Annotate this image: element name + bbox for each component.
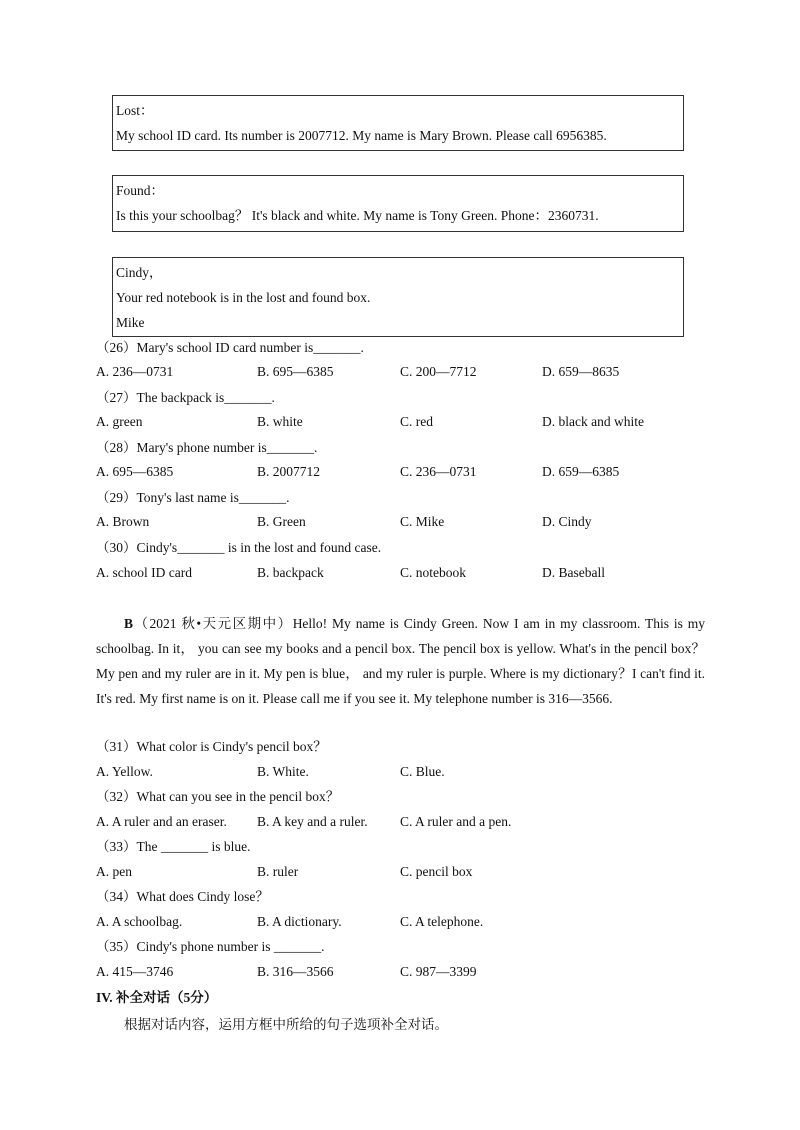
notice-found-title: Found：: [116, 183, 165, 198]
option-b: B. white: [257, 414, 303, 429]
notice-note-signature: Mike: [116, 315, 145, 330]
option-b: B. backpack: [257, 565, 324, 580]
question-34: （34）What does Cindy lose？: [96, 889, 269, 904]
option-b: B. Green: [257, 514, 306, 529]
option-d: D. 659—6385: [542, 464, 620, 479]
passage-text: Hello! My name is Cindy Green. Now I am in my classroom. This is my schoolbag. In it， you can see my books and a pencil box. The pencil box is yellow. What's in the pencil box？My pen and my ruler are in it. My pen is blue， and my ruler is purple. Where is my dictionary？I can't find it. It's red. My first name is on it. Please call me if you see it. My telephone number is 316—3566.: [96, 616, 705, 706]
notice-found-body: Is this your schoolbag？ It's black and white. My name is Tony Green. Phone：2360731.: [116, 208, 599, 223]
option-a: A. school ID card: [96, 565, 192, 580]
question-29: （29）Tony's last name is_______.: [96, 490, 290, 505]
notice-lost-title: Lost：: [116, 103, 154, 118]
notice-note-body: Your red notebook is in the lost and found box.: [116, 290, 371, 305]
option-a: A. green: [96, 414, 143, 429]
question-34-options: [96, 912, 736, 932]
question-31-options: [96, 762, 736, 782]
option-c: C. notebook: [400, 565, 466, 580]
question-33-options: [96, 862, 736, 882]
option-d: D. Baseball: [542, 565, 605, 580]
option-a: A. pen: [96, 864, 132, 879]
notice-lost-box: [112, 95, 684, 151]
option-c: C. 236—0731: [400, 464, 477, 479]
question-30-options: [96, 563, 736, 583]
section-iv-heading: IV. 补全对话（5分）: [96, 990, 218, 1005]
option-c: C. pencil box: [400, 864, 473, 879]
question-26-options: [96, 362, 736, 382]
question-26: （26）Mary's school ID card number is_______.: [96, 340, 364, 355]
question-28-options: [96, 462, 736, 482]
notice-lost-body: My school ID card. Its number is 2007712. My name is Mary Brown. Please call 6956385.: [116, 128, 607, 143]
option-c: C. 987—3399: [400, 964, 477, 979]
option-c: C. A ruler and a pen.: [400, 814, 512, 829]
question-27: （27）The backpack is_______.: [96, 390, 275, 405]
question-33: （33）The _______ is blue.: [96, 839, 251, 854]
option-d: D. black and white: [542, 414, 644, 429]
option-c: C. red: [400, 414, 433, 429]
option-b: B. White.: [257, 764, 309, 779]
option-a: A. A schoolbag.: [96, 914, 183, 929]
option-a: A. 415—3746: [96, 964, 174, 979]
option-b: B. 316—3566: [257, 964, 334, 979]
option-a: A. Brown: [96, 514, 150, 529]
option-b: B. A dictionary.: [257, 914, 342, 929]
option-c: C. 200—7712: [400, 364, 477, 379]
question-31: （31）What color is Cindy's pencil box？: [96, 739, 327, 754]
section-iv-instruction: 根据对话内容，运用方框中所给的句子选项补全对话。: [124, 1017, 448, 1032]
option-a: A. 236—0731: [96, 364, 174, 379]
passage-source: （2021 秋•天元区期中）: [133, 616, 293, 631]
option-a: A. 695—6385: [96, 464, 174, 479]
option-b: B. A key and a ruler.: [257, 814, 368, 829]
notice-found-box: [112, 175, 684, 232]
option-a: A. A ruler and an eraser.: [96, 814, 227, 829]
notice-note-box: [112, 257, 684, 337]
passage-label: B: [124, 616, 134, 631]
question-32: （32）What can you see in the pencil box？: [96, 789, 340, 804]
option-b: B. ruler: [257, 864, 299, 879]
passage-b: [96, 611, 705, 711]
option-d: D. Cindy: [542, 514, 592, 529]
option-c: C. Mike: [400, 514, 445, 529]
option-b: B. 695—6385: [257, 364, 334, 379]
question-30: （30）Cindy's_______ is in the lost and found case.: [96, 540, 382, 555]
question-29-options: [96, 512, 736, 532]
option-c: C. Blue.: [400, 764, 445, 779]
option-c: C. A telephone.: [400, 914, 484, 929]
question-27-options: [96, 412, 736, 432]
question-35-options: [96, 962, 736, 982]
option-b: B. 2007712: [257, 464, 321, 479]
question-32-options: [96, 812, 736, 832]
question-28: （28）Mary's phone number is_______.: [96, 440, 318, 455]
notice-note-greeting: Cindy，: [116, 265, 163, 280]
option-a: A. Yellow.: [96, 764, 153, 779]
option-d: D. 659—8635: [542, 364, 620, 379]
question-35: （35）Cindy's phone number is _______.: [96, 939, 325, 954]
